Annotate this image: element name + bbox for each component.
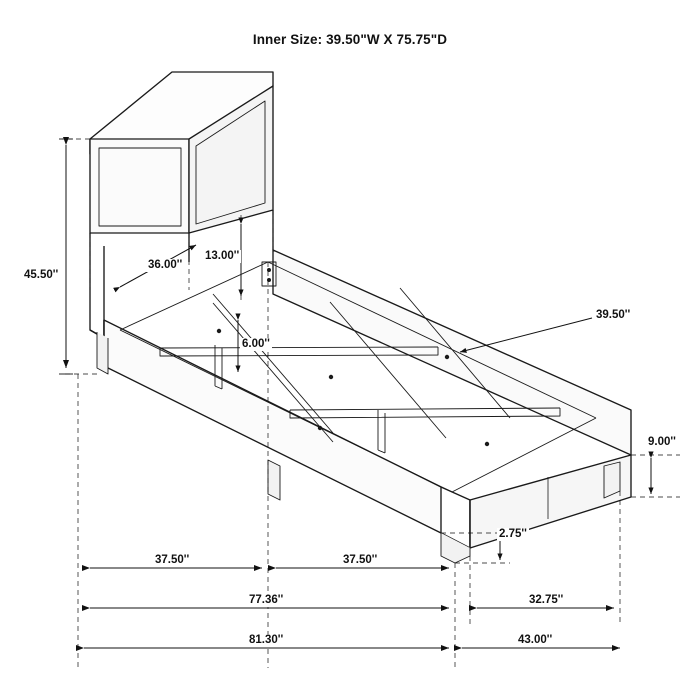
dimension-label-headboard-width: 36.00'' xyxy=(148,259,183,271)
dimension-label-headboard-offset: 13.00'' xyxy=(205,250,240,262)
dimension-label-rail-height: 9.00'' xyxy=(648,436,676,448)
bed-outline xyxy=(90,72,631,563)
dimension-label-segment-left: 37.50'' xyxy=(155,554,190,566)
dimension-label-inner-length: 77.36'' xyxy=(249,594,284,606)
page-title: Inner Size: 39.50"W X 75.75"D xyxy=(252,32,448,47)
dimension-label-overall-height: 45.50'' xyxy=(24,269,59,281)
dimension-label-side-depth: 32.75'' xyxy=(529,594,564,606)
dimension-label-slat-height: 6.00'' xyxy=(242,338,270,350)
dimension-label-segment-right: 37.50'' xyxy=(343,554,378,566)
dimension-label-bed-width: 39.50'' xyxy=(596,309,631,321)
dimension-label-leg-height: 2.75'' xyxy=(499,528,527,540)
dimension-label-overall-depth: 43.00'' xyxy=(518,634,553,646)
dimension-label-overall-length: 81.30'' xyxy=(249,634,284,646)
